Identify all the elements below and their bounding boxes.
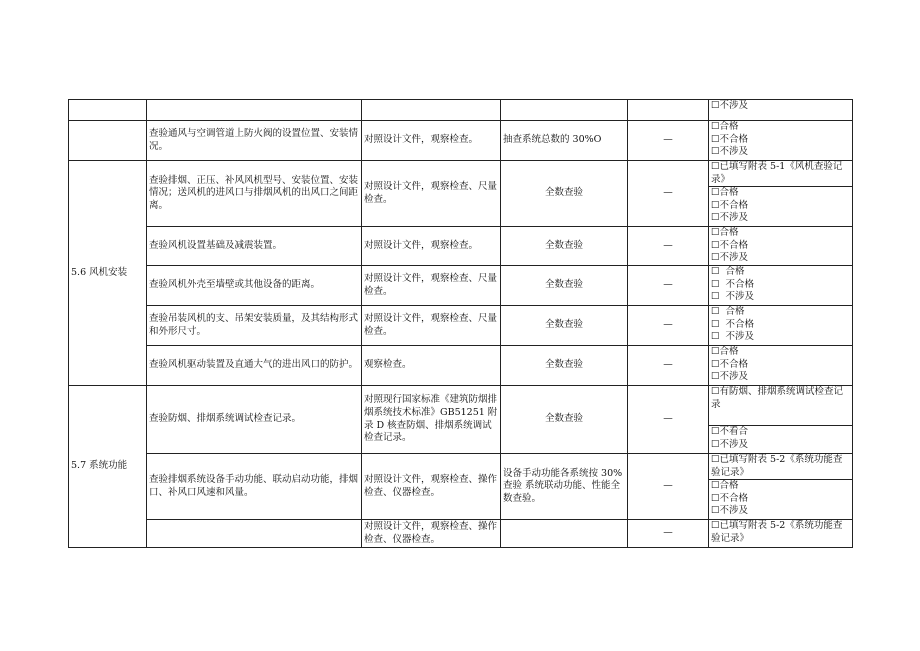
dash-cell: — [628,306,709,346]
item-cell: 查验防烟、排烟系统调试检查记录。 [147,386,362,454]
checkbox-fail[interactable]: ☐ 不合格 [711,318,755,330]
dash-cell: — [628,227,709,266]
method-cell: 对照设计文件，观察检查、尺量检查。 [362,266,501,306]
checkbox-form-filled[interactable]: ☐已填写附表 5-2《系统功能查验记录》 [709,454,852,480]
checkbox-pass[interactable]: ☐合格 [711,187,739,199]
method-cell: 对照设计文件，观察检查。 [362,227,501,266]
checkbox-not-applicable[interactable]: ☐不涉及 [711,100,749,111]
table-row [69,121,853,161]
section-label-5-6: 5.6 风机安装 [69,161,147,386]
quantity-cell: 全数查验 [501,346,628,386]
checkbox-fail[interactable]: ☐ 不合格 [711,278,755,290]
checkbox-not-applicable[interactable]: ☐不涉及 [711,252,749,264]
checkbox-not-applicable[interactable]: ☐不涉及 [711,505,749,517]
table-row [69,520,853,548]
result-cell [709,346,853,386]
checkbox-pass[interactable]: ☐ 合格 [711,306,745,317]
checkbox-pass[interactable]: ☐合格 [711,227,739,238]
checkbox-form-filled[interactable]: ☐已填写附表 5-2《系统功能查验记录》 [711,520,843,544]
checkbox-pass[interactable]: ☐ 合格 [711,266,745,277]
quantity-cell: 设备手动功能各系统按 30%查验 系统联动功能、性能全数查验。 [501,454,628,520]
checkbox-form-filled[interactable]: ☐已填写附表 5-1《风机查验记录》 [709,161,852,187]
table-row [69,227,853,266]
checkbox-fail[interactable]: ☐不合格 [711,239,749,251]
item-cell: 查验吊装风机的支、吊架安装质量，及其结构形式和外形尺寸。 [147,306,362,346]
quantity-cell: 全数查验 [501,266,628,306]
result-cell [709,520,853,548]
quantity-cell: 全数查验 [501,161,628,227]
table-row [69,454,853,520]
dash-cell: — [628,121,709,161]
checkbox-fail[interactable]: ☐不合格 [711,358,749,370]
table-row [69,161,853,227]
table-row [69,306,853,346]
result-cell [709,266,853,306]
checkbox-not-applicable[interactable]: ☐不涉及 [711,212,749,224]
section-label-5-7: 5.7 系统功能 [69,386,147,548]
checkbox-pass[interactable]: ☐合格 [711,346,739,357]
checkbox-record-present[interactable]: ☐有防烟、排烟系统调试检查记录 [709,386,852,426]
checkbox-fail[interactable]: ☐不看合 [711,426,749,438]
item-cell: 查验通风与空调管道上防火阀的设置位置、安装情况。 [147,121,362,161]
table-row [69,266,853,306]
checkbox-fail[interactable]: ☐不合格 [711,133,749,145]
result-cell [709,227,853,266]
result-cell [709,386,853,454]
dash-cell [628,100,709,121]
dash-cell: — [628,386,709,454]
method-cell: 对照设计文件，观察检查。 [362,121,501,161]
result-cell [709,121,853,161]
result-cell [709,100,853,121]
quantity-cell: 全数查验 [501,386,628,454]
dash-cell: — [628,346,709,386]
quantity-cell: 全数查验 [501,306,628,346]
method-cell: 对照设计文件，观察检查、操作检查、仪器检查。 [362,454,501,520]
item-cell: 查验风机设置基础及减震装置。 [147,227,362,266]
method-cell: 对照设计文件，观察检查、操作检查、仪器检查。 [362,520,501,548]
checkbox-not-applicable[interactable]: ☐不涉及 [711,146,749,158]
checkbox-not-applicable[interactable]: ☐ 不涉及 [711,331,755,343]
result-cell [709,161,853,227]
item-cell: 查验风机外壳至墙壁或其他设备的距离。 [147,266,362,306]
table-row [69,100,853,121]
method-cell: 对照现行国家标准《建筑防烟排烟系统技术标准》GB51251 附录 D 核查防烟、排烟系统调试检查记录。 [362,386,501,454]
dash-cell: — [628,520,709,548]
item-cell: 查验排烟系统设备手动功能、联动启动功能，排烟口、补风口风速和风量。 [147,454,362,520]
item-cell: 查验排烟、正压、补风风机型号、安装位置、安装情况；送风机的进风口与排烟风机的出风口之间距离。 [147,161,362,227]
table-row [69,386,853,454]
item-cell [147,520,362,548]
checkbox-pass[interactable]: ☐合格 [711,480,739,492]
checkbox-not-applicable[interactable]: ☐ 不涉及 [711,291,755,303]
checkbox-pass[interactable]: ☐合格 [711,121,739,132]
method-cell: 对照设计文件，观察检查、尺量检查。 [362,306,501,346]
item-cell [147,100,362,121]
table-row [69,346,853,386]
checkbox-not-applicable[interactable]: ☐不涉及 [711,371,749,383]
dash-cell: — [628,454,709,520]
section-cell [69,121,147,161]
method-cell: 观察检查。 [362,346,501,386]
quantity-cell [501,520,628,548]
checkbox-fail[interactable]: ☐不合格 [711,492,749,504]
quantity-cell: 全数查验 [501,227,628,266]
dash-cell: — [628,161,709,227]
section-cell [69,100,147,121]
result-cell [709,306,853,346]
checkbox-fail[interactable]: ☐不合格 [711,199,749,211]
inspection-table [68,99,853,548]
quantity-cell [501,100,628,121]
checkbox-not-applicable[interactable]: ☐不涉及 [711,438,749,450]
method-cell [362,100,501,121]
item-cell: 查验风机驱动装置及直通大气的进出风口的防护。 [147,346,362,386]
result-cell [709,454,853,520]
method-cell: 对照设计文件，观察检查、尺量检查。 [362,161,501,227]
quantity-cell: 抽查系统总数的 30%O [501,121,628,161]
dash-cell: — [628,266,709,306]
